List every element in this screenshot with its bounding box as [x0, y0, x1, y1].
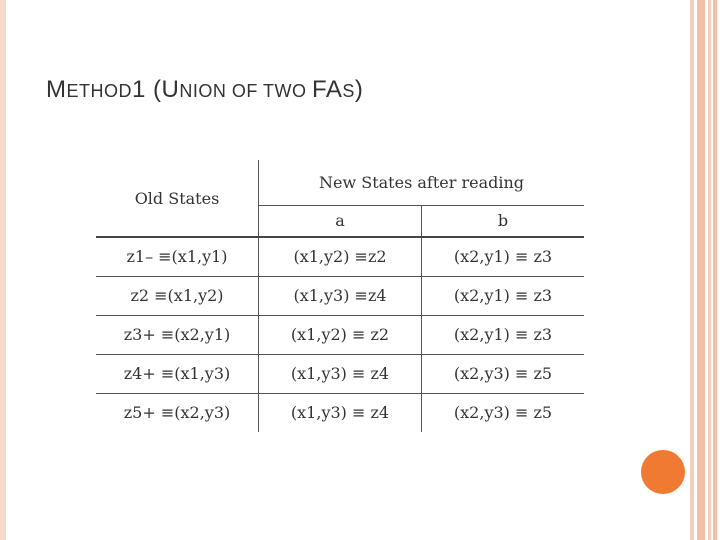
cell-b: (x2,y3) ≡ z5: [422, 393, 585, 432]
title-part: ): [354, 76, 364, 103]
header-sub-b: b: [422, 205, 585, 237]
title-part: S: [342, 81, 355, 101]
cell-old: z3+ ≡(x2,y1): [96, 315, 259, 354]
title-part: 1 (: [132, 76, 162, 103]
cell-old: z5+ ≡(x2,y3): [96, 393, 259, 432]
cell-a: (x1,y2) ≡ z2: [259, 315, 422, 354]
header-old-states: Old States: [134, 188, 220, 208]
decor-stripe: [697, 0, 705, 540]
cell-old: z4+ ≡(x1,y3): [96, 354, 259, 393]
transition-table: [96, 160, 584, 432]
cell-b: (x2,y1) ≡ z3: [422, 237, 585, 276]
cell-a: (x1,y2) ≡z2: [259, 237, 422, 276]
header-sub-a: a: [259, 205, 422, 237]
title-part: NION OF TWO: [179, 81, 313, 101]
decor-stripe: [708, 0, 711, 540]
table-row: [96, 237, 584, 276]
cell-b: (x2,y1) ≡ z3: [422, 276, 585, 315]
header-new-states: New States after reading: [259, 160, 585, 205]
left-border: [0, 0, 6, 540]
title-part: FA: [312, 76, 343, 103]
cell-a: (x1,y3) ≡ z4: [259, 354, 422, 393]
cell-old: z2 ≡(x1,y2): [96, 276, 259, 315]
cell-a: (x1,y3) ≡ z4: [259, 393, 422, 432]
title-part: M: [46, 76, 67, 103]
cell-b: (x2,y3) ≡ z5: [422, 354, 585, 393]
decor-stripe: [690, 0, 694, 540]
slide-title: [46, 76, 363, 104]
table-row: [96, 315, 584, 354]
title-part: U: [161, 76, 180, 103]
table-row: [96, 354, 584, 393]
decor-stripe: [713, 0, 717, 540]
cell-old: z1– ≡(x1,y1): [96, 237, 259, 276]
table-row: [96, 276, 584, 315]
decor-circle: [641, 450, 685, 494]
cell-a: (x1,y3) ≡z4: [259, 276, 422, 315]
cell-b: (x2,y1) ≡ z3: [422, 315, 585, 354]
table-row: [96, 393, 584, 432]
title-part: ETHOD: [66, 81, 132, 101]
